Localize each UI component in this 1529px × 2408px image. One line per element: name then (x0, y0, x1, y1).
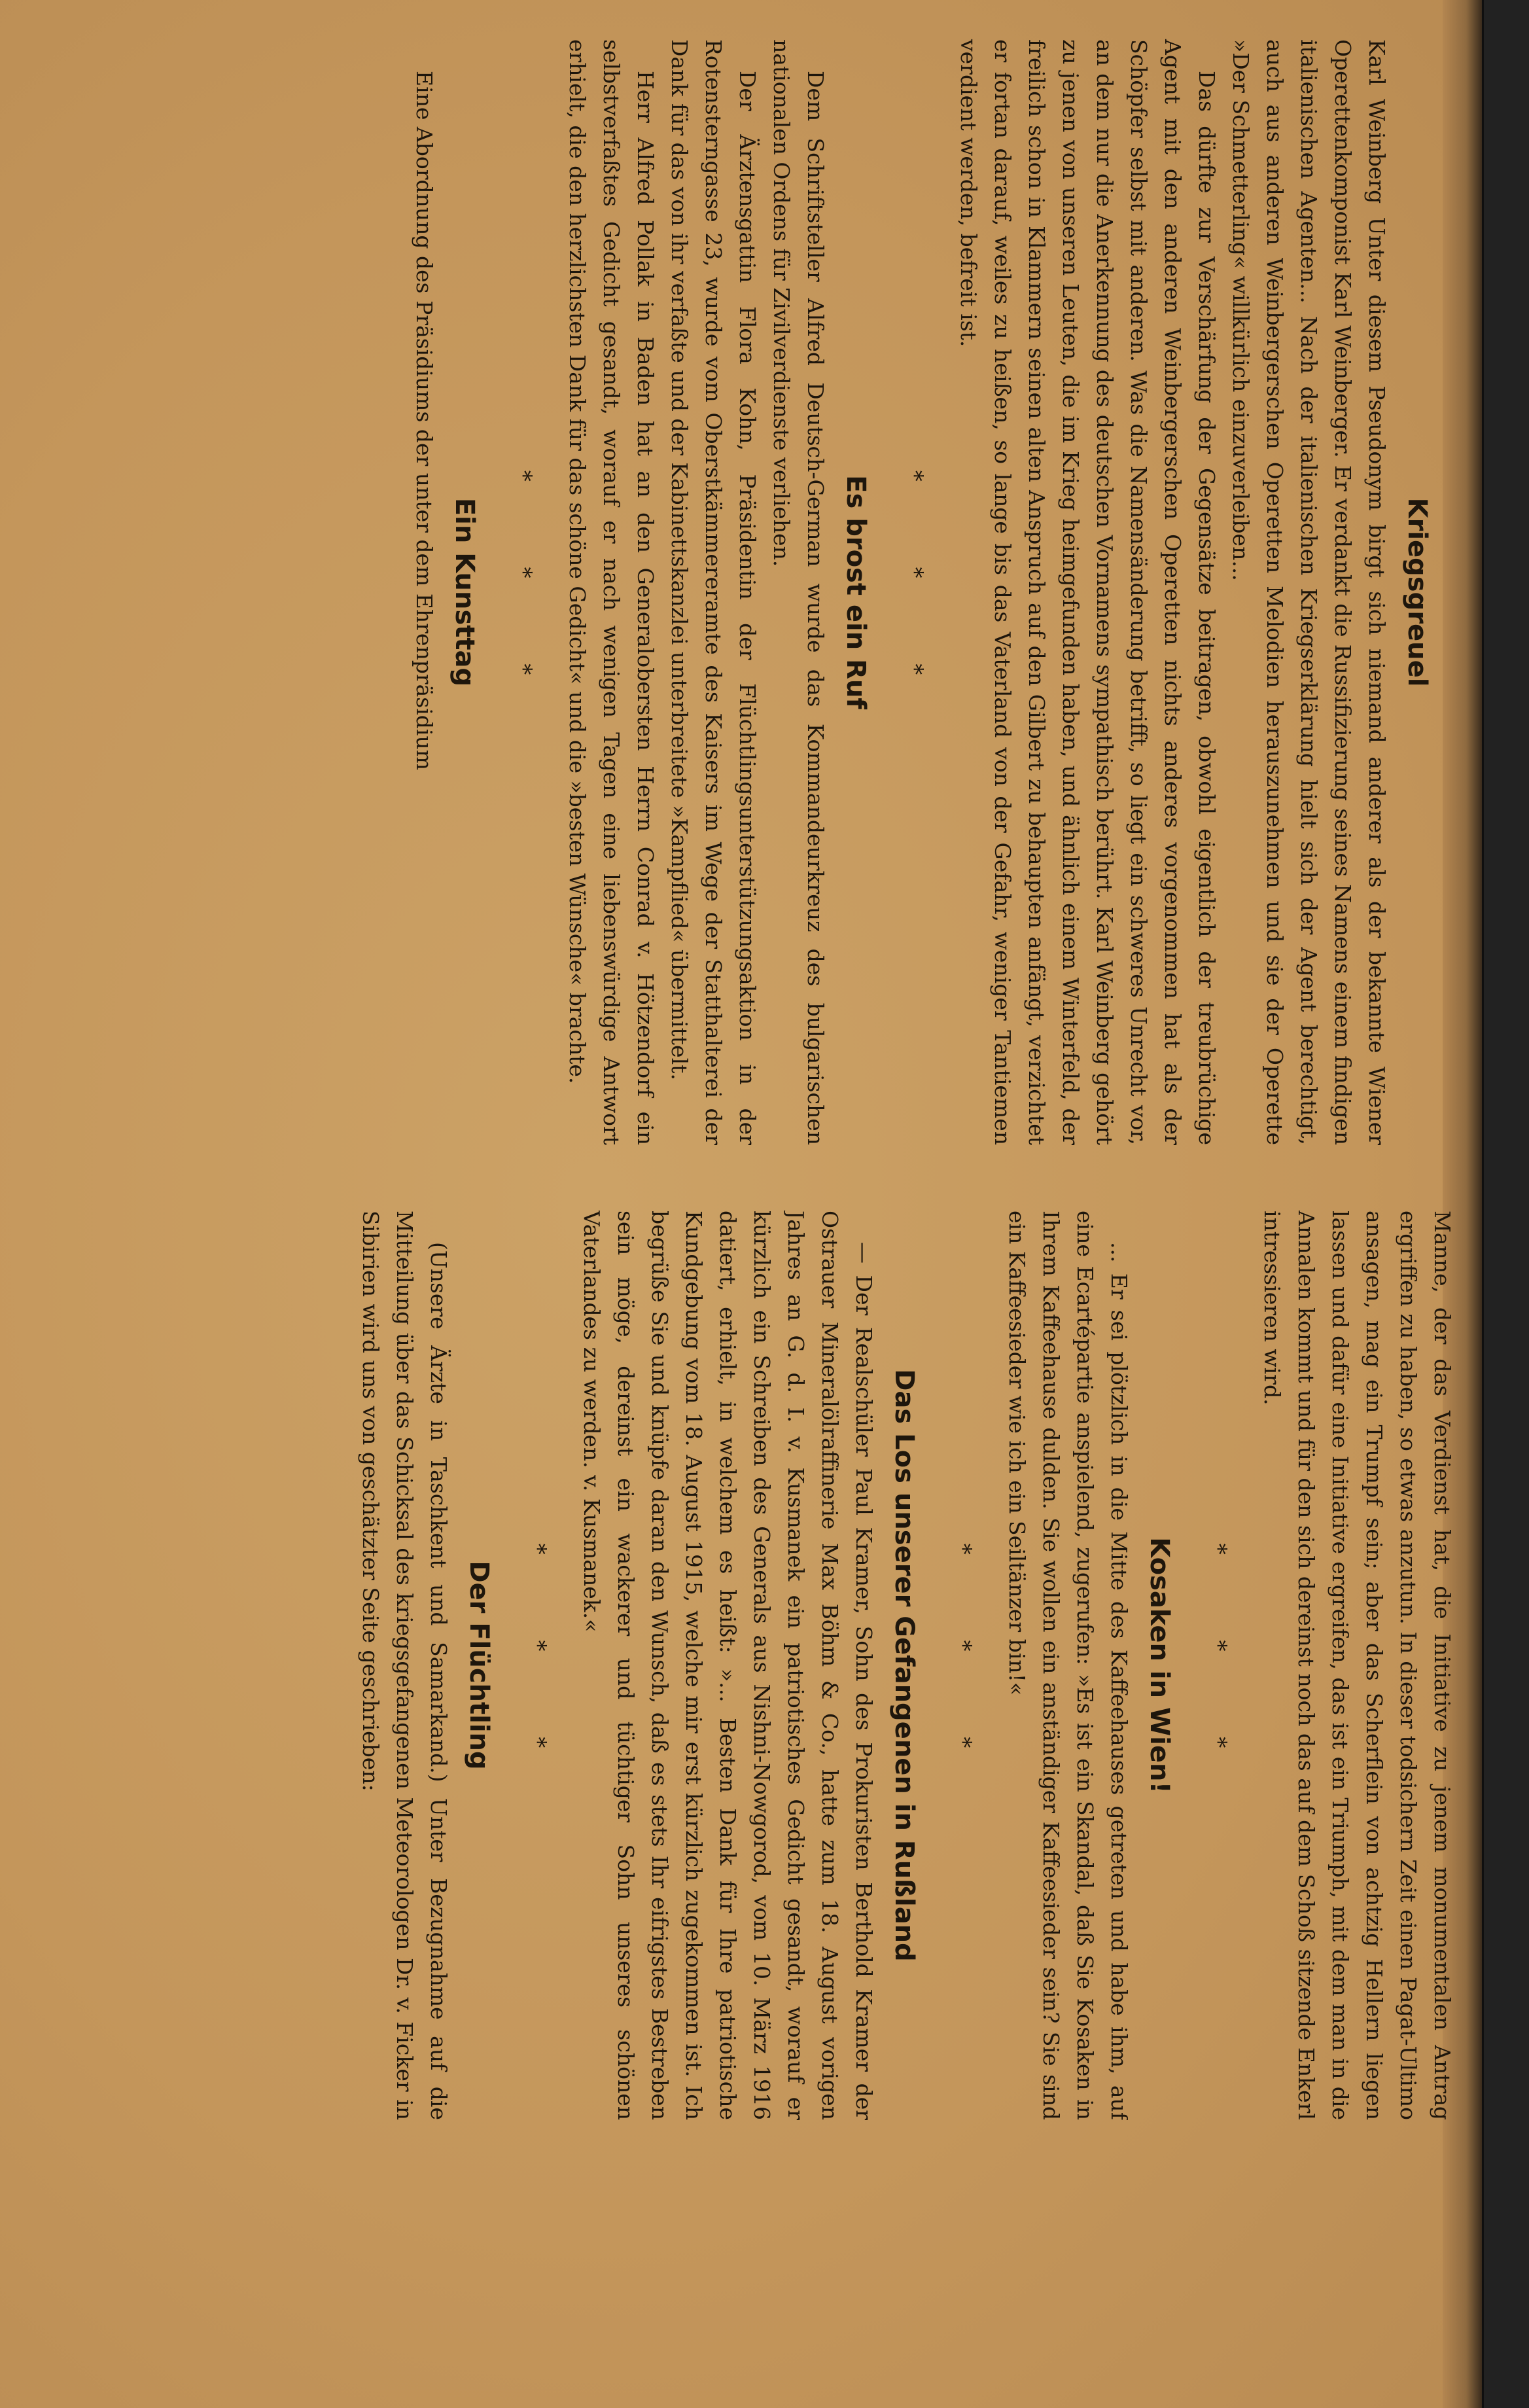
column-right (20, 1211, 1459, 2120)
section-separator: * * * (510, 470, 536, 715)
section-separator: * * * (1205, 1543, 1231, 1788)
headline-kosaken-in-wien: Kosaken in Wien! (1144, 1537, 1174, 1794)
headline-der-fluechtling: Der Flüchtling (464, 1561, 494, 1770)
paragraph: Der Ärztensgattin Flora Kohn, Präsidentin der Flüchtlingsunterstützungsaktion in der Rotensterngasse 23, wurde vom Oberstkämmereramte des Kaisers im Wege der Statthalterei der Dank für das von ihr verfaßte und der Kabinettskanzlei unterbreitete »Kampflied« übermittelt. (667, 39, 760, 1145)
paragraph: ... Er sei plötzlich in die Mitte des Kaffeehauses getreten und habe ihm, auf eine Ecartépartie anspielend, zugerufen: »Es ist ein Skandal, daß Sie Kosaken in Ihrem Kaffeehause dulden. Sie wollen ein anständiger Kaffeesieder sein? Sie sind ein Kaffeesieder wie ich ein Seiltänzer bin!« (1004, 1211, 1132, 2120)
paragraph: Manne, der das Verdienst hat, die Initiative zu jenem monumentalen Antrag ergriffen zu haben, so etwas anzutun. In dieser todsichern Zeit einen Pagat-Ultimo ansagen, mag ein Trumpf sein; aber das Scherflein von achtzig Hellern liegen lassen und dafür eine Initiative ergreifen, das ist ein Triumph, mit dem man in die Annalen kommt und für den sich dereinst noch das auf dem Schoß sitzende Enkerl intressieren wird. (1259, 1211, 1455, 2120)
paragraph: Eine Abordnung des Präsidiums der unter dem Ehrenpräsidium (412, 71, 437, 770)
paragraph: Karl Weinberg Unter diesem Pseudonym birgt sich niemand anderer als der bekannte Wiener Operettenkomponist Karl Weinberger. Er verdankt die Russifizierung seines Namens einem findigen italienischen Agenten... Nach der italienischen Kriegserklärung hielt sich der Agent berechtigt, auch aus anderen Weinbergerschen Operetten Melodien herauszunehmen und sie der Operette »Der Schmetterling« willkürlich einzuverleiben... (1228, 39, 1390, 1145)
section-separator: * * * (525, 1543, 551, 1788)
paragraph: — Der Realschüler Paul Kramer, Sohn des Prokuristen Berthold Kramer der Ostrauer Mineralölraffinerie Max Böhm & Co., hatte zum 18. August vorigen Jahres an G. d. I. v. Kusmanek ein patriotisches Gedicht gesandt, worauf er kürzlich ein Schreiben des Generals aus Nishni-Nowgorod, vom 10. März 1916 datiert, erhielt, in welchem es heißt: »... Besten Dank für Ihre patriotische Kundgebung vom 18. August 1915, welche mir erst kürzlich zugekommen ist. Ich begrüße Sie und knüpfe daran den Wunsch, daß es stets Ihr eifrigstes Bestreben sein möge, dereinst ein wackerer und tüchtiger Sohn unseres schönen Vaterlandes zu werden. v. Kusmanek.« (579, 1211, 877, 2120)
headline-es-brost-ein-ruf: Es brost ein Ruf (841, 475, 871, 709)
column-left (20, 39, 1459, 1145)
headline-los-unserer-gefangenen: Das Los unserer Gefangenen in Rußland (889, 1369, 919, 1962)
section-separator: * * * (902, 470, 928, 715)
binding-spine (1482, 0, 1529, 2408)
paragraph: Dem Schriftsteller Alfred Deutsch-German wurde das Kommandeurkreuz des bulgarischen nationalen Ordens für Zivilverdienste verliehen. (769, 39, 828, 1145)
paragraph: (Unsere Ärzte in Taschkent und Samarkand.) Unter Bezugnahme auf die Mitteilung über das Schicksal des kriegsgefangenen Meteorologen Dr. v. Ficker in Sibirien wird uns von geschätzter Seite geschrieben: (358, 1211, 451, 2120)
paragraph: Das dürfte zur Verschärfung der Gegensätze beitragen, obwohl eigentlich der treubrüchige Agent mit den anderen Weinbergerschen Operetten nichts anderes vorgenommen hat als der Schöpfer selbst mit anderen. Was die Namensänderung betrifft, so liegt ein schweres Unrecht vor, an dem nur die Anerkennung des deutschen Vornamens sympathisch berührt. Karl Weinberg gehört zu jenen von unseren Leuten, die im Krieg heimgefunden haben, und ähnlich einem Winterfeld, der freilich schon in Klammern seinen alten Anspruch auf den Gilbert zu behaupten anfängt, verzichtet er fortan darauf, weiles zu heißen, so lange bis das Vaterland von der Gefahr, weniger Tantiemen verdient werden, befreit ist. (956, 39, 1220, 1145)
section-separator: * * * (950, 1543, 976, 1788)
headline-ein-kunsttag: Ein Kunsttag (449, 497, 480, 687)
paragraph: Herr Alfred Pollak in Baden hat an den Generalobersten Herrn Conrad v. Hötzendorf ein selbstverfaßtes Gedicht gesandt, worauf er nach wenigen Tagen eine liebenswürdige Antwort erhielt, die den herzlichsten Dank für das schöne Gedicht« und die »besten Wünsche« brachte. (565, 39, 658, 1145)
headline-kriegsgreuel: Kriegsgreuel (1402, 497, 1432, 687)
